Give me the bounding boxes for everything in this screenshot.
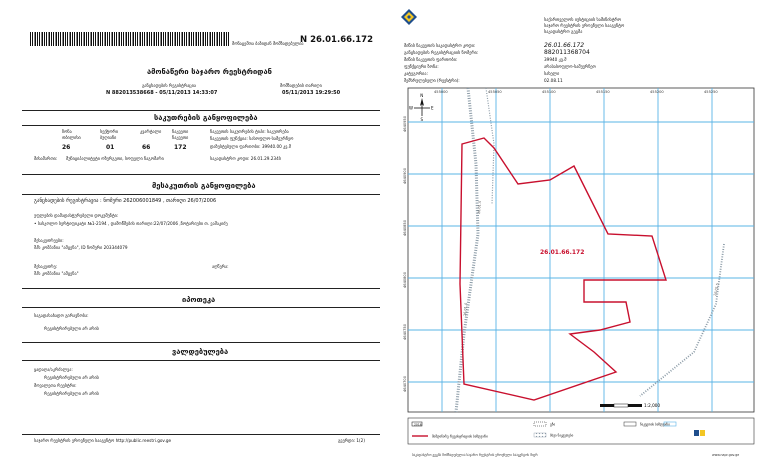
property-header-quarter: კვარტალი — [140, 129, 162, 134]
divider — [22, 110, 380, 111]
page-title: ამონაწერი საჯარო რეესტრიდან — [147, 67, 272, 76]
grid-x-label: 455150 — [596, 90, 610, 94]
legend-item: 2016 — [414, 422, 422, 427]
property-header-zone: ზონა — [62, 129, 72, 134]
code-sector: 01 — [106, 144, 115, 151]
header-value-area: 39940 კვ.მ — [544, 57, 567, 62]
road-label: 26.01.4 — [463, 302, 468, 317]
header-label: მიწის ნაკვეთის საკადასტრო კოდი: — [404, 43, 476, 48]
footer-note: საკადასტრო გეგმა მომზადებულია საჯარო რეესტრის ეროვნული სააგენტოს მიერ — [412, 453, 538, 457]
section-debts: ვალდებულება — [172, 347, 229, 356]
footer-url: საჯარო რეესტრის ეროვნული სააგენტო http://public.reestri.gov.ge — [34, 438, 172, 443]
compass-e: E — [431, 105, 434, 111]
header-value-reg: 882011368704 — [544, 49, 590, 56]
property-right-line: საკადასტრო კოდი: 26.01.29.234ს — [210, 156, 281, 161]
legend-item: გზა — [550, 422, 556, 427]
header-label: შემსრულებელი (რეესტრი): — [404, 78, 460, 83]
owners-label: მესაკუთრეები: — [34, 238, 64, 243]
grid-x-label: 455000 — [434, 90, 448, 94]
legend-item: ნაკვეთის საზღვარი — [640, 422, 670, 427]
header-title-line: საკადასტრო გეგმა — [544, 29, 583, 34]
address-label: მისამართი: — [34, 156, 58, 161]
footer-url: www.napr.gov.ge — [712, 453, 740, 457]
header-label: ფუნქციური ზონა: — [404, 64, 439, 69]
debtor-label: მოვალეთა რეესტრი: — [34, 383, 77, 388]
footer-divider — [22, 434, 380, 435]
legend-line-label: მიმდინარე რეგისტრაციის საზღვარი — [432, 434, 488, 439]
owners-value: შპს კომპანია "ამცენა", ID ნომერი 203344079 — [34, 245, 128, 250]
mortgage-value: რეგისტრირებული არ არის — [44, 326, 99, 331]
grid-y-label: 4640800 — [403, 271, 407, 288]
property-header-sector: სექტორი — [100, 129, 118, 134]
grid-y-label: 4640750 — [403, 323, 407, 340]
grid-y-label: 4640850 — [403, 219, 407, 236]
road-label: 26.01.5 — [713, 282, 720, 297]
grid-x-label: 455200 — [650, 90, 664, 94]
parcel-code-label: 26.01.66.172 — [540, 249, 585, 256]
grid-x-label: 455100 — [542, 90, 556, 94]
share-label: მესაკუთრე: — [34, 264, 58, 269]
header-value-category: სახელი — [544, 71, 560, 76]
road-label: 26.01.4 — [477, 200, 482, 215]
address-value: მუნიციპალიტეტი ოზურგეთი, სოფელი ნაგომარი — [66, 156, 164, 161]
header-label: განცხადების რეგისტრაციის ნომერი: — [404, 50, 479, 55]
share-desc-label: აღწერა: — [212, 264, 229, 269]
compass-s: S — [420, 117, 424, 122]
divider — [22, 288, 380, 289]
seizure-value: რეგისტრირებული არ არის — [44, 375, 99, 380]
property-header-parcel: ნაკვეთი — [172, 129, 189, 134]
property-header-name: ნაკვეთი — [172, 135, 189, 140]
meta-label-reg: განცხადების რეგისტრაცია — [142, 83, 196, 88]
grid-y-label: 4640950 — [403, 115, 407, 132]
debtor-value: რეგისტრირებული არ არის — [44, 391, 99, 396]
agency-logo-icon — [400, 8, 418, 26]
header-label: კატეგორია: — [404, 71, 428, 76]
property-right-line: დაზუსტებული ფართობი: 39940.00 კვ.მ — [210, 144, 291, 149]
footer-page: გვერდი: 1(2) — [338, 438, 365, 443]
property-right-line: ნაკვეთის საკუთრების ტიპი: საკუთრება — [210, 129, 289, 134]
seizure-label: ყადაღა/აკრძალვა: — [34, 367, 73, 372]
property-header-name: ბუღიანი — [100, 135, 117, 140]
header-title-line: საქართველოს იუსტიციის სამინისტრო — [544, 17, 622, 22]
owner-registration: განცხადების რეგისტრაცია : ნომერი 262006001849 , თარიღი 26/07/2006 — [34, 198, 217, 204]
scale-text: 1:2,000 — [644, 403, 661, 408]
share-value: შპს კომპანია "ამცენა" — [34, 271, 79, 276]
section-owner: მესაკუთრის განყოფილება — [152, 181, 256, 190]
grid-y-label: 4640900 — [403, 167, 407, 184]
code-quarter: 66 — [142, 144, 151, 151]
code-parcel: 172 — [174, 144, 187, 151]
divider — [22, 174, 380, 175]
cadastral-plan-page — [394, 4, 760, 470]
header-title-line: საჯარო რეესტრის ეროვნული სააგენტო — [544, 23, 625, 28]
barcode — [30, 32, 230, 46]
header-value-date: 02.08.11 — [544, 78, 563, 83]
meta-value-reg: N 882013538668 - 05/11/2013 14:33:07 — [106, 90, 218, 96]
header-value-code: 26.01.66.172 — [544, 42, 585, 49]
divider — [22, 194, 380, 195]
cadastral-map — [394, 84, 760, 470]
grid-x-label: 455050 — [488, 90, 502, 94]
code-zone: 26 — [62, 144, 71, 151]
divider — [22, 360, 380, 361]
grid-x-label: 455250 — [704, 90, 718, 94]
divider — [22, 125, 380, 126]
doc-number: N 26.01.66.172 — [300, 35, 373, 45]
scale-bar — [600, 404, 642, 407]
meta-label-date: მომზადების თარიღი — [280, 83, 322, 88]
meta-value-date: 05/11/2013 19:29:50 — [282, 90, 341, 96]
divider — [22, 307, 380, 308]
owner-basis: • სასკოლო სერტიფიკატი №1-2194 , დამოწმების თარიღი:22/07/2006 ,ნოტარიუსი თ. ვაშაკიძე — [34, 221, 228, 226]
legend-item: სხვა ნაკვეთები — [550, 433, 574, 438]
header-label: მიწის ნაკვეთის ფართობი: — [404, 57, 458, 62]
divider — [22, 342, 380, 343]
barcode-caption: მონაცემთა ბაზიდან მომზადებულია — [232, 41, 304, 46]
registry-extract-page — [22, 24, 380, 454]
owner-basis-label: უფლების დამადასტურებელი დოკუმენტი: — [34, 213, 119, 218]
property-header-name: თბილისი — [62, 135, 81, 140]
compass-n: N — [420, 93, 424, 98]
property-right-line: ნაკვეთის ფუნქცია: სასოფლო-სამეურნეო — [210, 136, 294, 141]
header-value-zone: არასასოფლო-სამეურნეო — [544, 64, 596, 69]
mortgage-label: საგადასახადო გირავნობა: — [34, 313, 89, 318]
grid-y-label: 4640700 — [403, 375, 407, 392]
compass-w: W — [409, 105, 413, 111]
section-mortgage: იპოთეკა — [182, 295, 216, 304]
section-property: საკუთრების განყოფილება — [154, 113, 258, 122]
